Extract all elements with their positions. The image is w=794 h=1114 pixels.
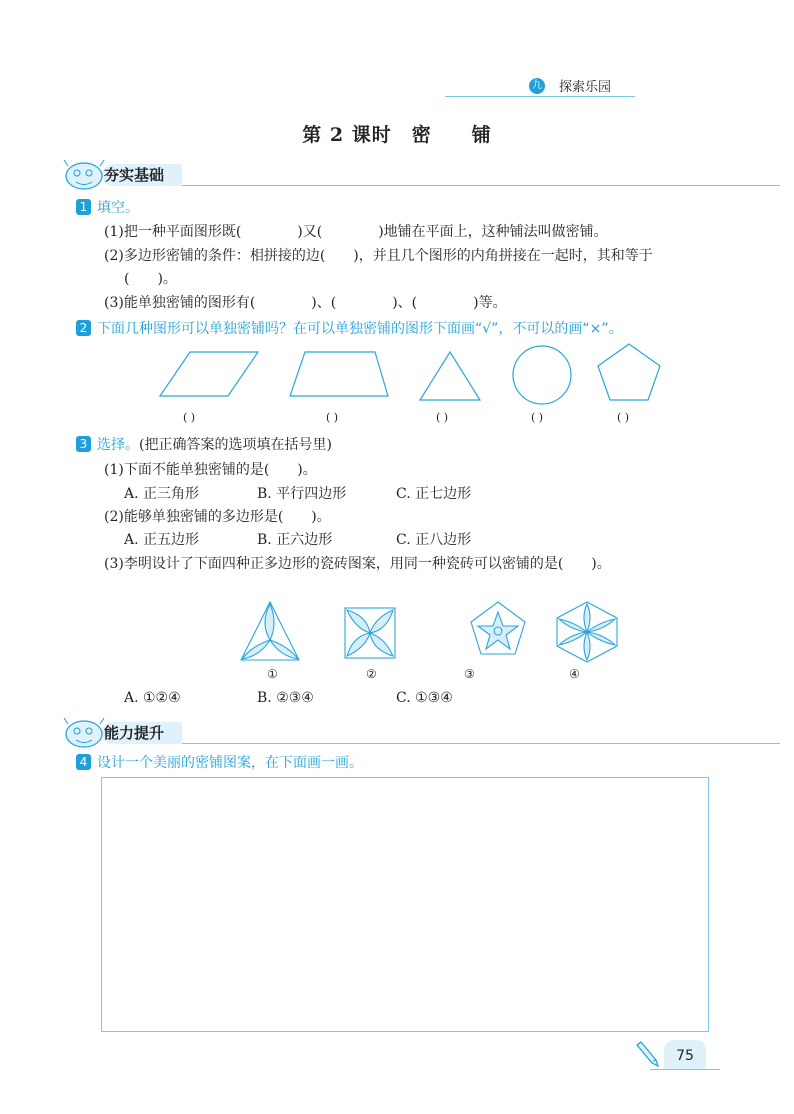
q2-title: 下面几种图形可以单独密铺吗？在可以单独密铺的图形下面画“√”，不可以的画“×”。 xyxy=(97,321,623,337)
q4-title: 设计一个美丽的密铺图案，在下面画一画。 xyxy=(97,755,363,771)
section-banner-advanced xyxy=(62,720,722,746)
q1-line2-cont: ( )。 xyxy=(124,271,177,287)
q1-title: 填空。 xyxy=(97,200,139,216)
lesson-title: 第 2 课时 密 铺 xyxy=(302,124,492,146)
q2-answer-5[interactable]: ( ) xyxy=(617,411,630,424)
mascot-icon xyxy=(62,156,106,192)
trapezoid-shape xyxy=(290,352,388,396)
q3-sub1: (1)下面不能单独密铺的是( )。 xyxy=(104,462,317,478)
q3-note: (把正确答案的选项填在括号里) xyxy=(139,437,332,453)
q3-sub3: (3)李明设计了下面四种正多边形的瓷砖图案，用同一种瓷砖可以密铺的是( )。 xyxy=(104,556,611,572)
tile-pentagon xyxy=(471,602,525,654)
unit-badge: 九 xyxy=(529,78,545,94)
q1-number: 1 xyxy=(76,199,91,215)
q3-sub2-opt-c: C. 正八边形 xyxy=(396,532,472,548)
section-title-basic: 夯实基础 xyxy=(104,166,165,184)
tile-label-2: ② xyxy=(366,667,377,681)
q4-heading xyxy=(76,752,363,772)
q4-number: 4 xyxy=(76,754,91,770)
tile-hexagon xyxy=(557,602,617,662)
section-title-advanced: 能力提升 xyxy=(104,724,165,742)
circle-shape xyxy=(513,346,571,404)
q3-sub2: (2)能够单独密铺的多边形是( )。 xyxy=(104,509,331,525)
pencil-icon xyxy=(636,1038,662,1068)
q2-answer-4[interactable]: ( ) xyxy=(531,411,544,424)
q1-line3: (3)能单独密铺的图形有( )、( )、( )等。 xyxy=(104,295,507,311)
q3-sub3-opt-a: A. ①②④ xyxy=(124,690,181,706)
q2-answer-1[interactable]: ( ) xyxy=(183,411,196,424)
q1-line2: (2)多边形密铺的条件：相拼接的边( )，并且几个图形的内角拼接在一起时，其和等于 xyxy=(104,248,653,264)
q3-title: 选择。 xyxy=(97,437,139,453)
header-rule xyxy=(445,96,635,97)
tile-triangle xyxy=(241,602,299,660)
q3-sub2-opt-a: A. 正五边形 xyxy=(124,532,200,548)
tile-label-4: ④ xyxy=(569,667,580,681)
unit-title: 探索乐园 xyxy=(559,80,612,95)
tile-label-3: ③ xyxy=(464,667,475,681)
drawing-area[interactable] xyxy=(101,777,709,1032)
q1-line1: (1)把一种平面图形既( )又( )地铺在平面上，这种铺法叫做密铺。 xyxy=(104,224,608,240)
q2-heading xyxy=(76,318,623,338)
page-number: 75 xyxy=(664,1040,706,1070)
q3-sub1-opt-a: A. 正三角形 xyxy=(124,486,200,502)
q2-answer-2[interactable]: ( ) xyxy=(326,411,339,424)
footer-rule xyxy=(650,1069,720,1070)
q3-sub2-opt-b: B. 正六边形 xyxy=(257,532,333,548)
q2-number: 2 xyxy=(76,320,91,336)
q1-heading xyxy=(76,197,139,217)
q3-tiles xyxy=(230,598,630,668)
triangle-shape xyxy=(420,352,480,400)
q3-sub3-opt-b: B. ②③④ xyxy=(257,690,314,706)
q3-sub1-opt-b: B. 平行四边形 xyxy=(257,486,347,502)
q3-number: 3 xyxy=(76,436,91,452)
tile-square xyxy=(345,608,395,658)
q3-sub1-opt-c: C. 正七边形 xyxy=(396,486,472,502)
tile-label-1: ① xyxy=(267,667,278,681)
parallelogram-shape xyxy=(160,352,258,396)
pentagon-shape xyxy=(598,344,660,400)
mascot-icon xyxy=(62,714,106,750)
q2-shapes xyxy=(150,340,670,405)
section-banner-basic xyxy=(62,162,722,188)
q3-heading xyxy=(76,434,332,454)
q2-answer-3[interactable]: ( ) xyxy=(436,411,449,424)
q3-sub3-opt-c: C. ①③④ xyxy=(396,690,453,706)
